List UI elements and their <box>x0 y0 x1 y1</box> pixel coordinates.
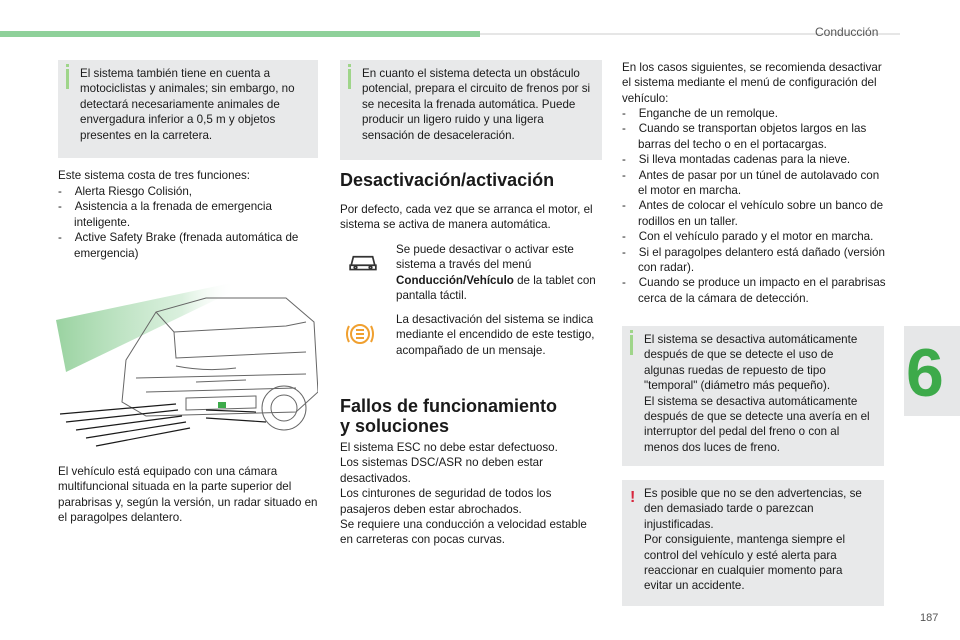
info-text: En cuanto el sistema detecta un obstáculo potencial, prepara el circuito de frenos por si se necesita la frenada automática. Puede producir un ligero ruido y una ligera sensación de desaceleración. <box>362 67 591 142</box>
car-illustration <box>56 282 318 456</box>
list-item: El sistema ESC no debe estar defectuoso. <box>340 441 558 454</box>
info-text: El sistema también tiene en cuenta a motociclistas y animales; sin embargo, no detectará necesariamente animales de envergadura inferior a 0,5 m y objetos presentes en la carretera. <box>80 67 295 142</box>
functions-list <box>58 184 318 261</box>
info-box-brakes <box>340 60 602 160</box>
list-item: - Si el paragolpes delantero está dañado (versión con radar). <box>622 245 885 275</box>
list-item: - Asistencia a la frenada de emergencia inteligente. <box>58 200 272 229</box>
list-item: - Antes de pasar por un túnel de autolavado con el motor en marcha. <box>622 168 880 198</box>
warning-lamp-icon <box>344 318 376 350</box>
info-box-animals <box>58 60 318 158</box>
list-item: - Si lleva montadas cadenas para la nieve. <box>622 153 851 167</box>
info-text-2: El sistema se desactiva automáticamente después de que se detecte una avería en el interruptor del pedal del freno o con al menos dos luces de freno. <box>644 394 870 454</box>
list-item: - Alerta Riesgo Colisión, <box>58 185 193 198</box>
warning-text-2: Por consiguiente, mantenga siempre el control del vehículo y esté alerta para reaccionar en cualquier momento para evitar un accidente. <box>644 533 846 593</box>
list-item: - Con el vehículo parado y el motor en marcha. <box>622 230 874 244</box>
list-item: - Antes de colocar el vehículo sobre un banco de rodillos en un taller. <box>622 199 884 228</box>
info-box-deactivation <box>622 326 884 466</box>
list-item: - Cuando se produce un impacto en el parabrisas cerca de la cámara de detección. <box>622 276 886 305</box>
page-number: 187 <box>920 612 939 624</box>
menu-text-a: Se puede desactivar o activar este sistema a través del menú <box>396 243 574 272</box>
list-item: Los sistemas DSC/ASR no deben estar desactivados. <box>340 456 543 485</box>
chapter-number: 6 <box>906 335 944 411</box>
list-item: - Enganche de un remolque. <box>622 107 778 120</box>
list-item: - Cuando se transportan objetos largos en las barras del techo o en el portacargas. <box>622 122 867 151</box>
default-text: Por defecto, cada vez que se arranca el motor, el sistema se activa de manera automática. <box>340 203 593 232</box>
menu-text-b: de la tablet con pantalla táctil. <box>396 273 596 303</box>
menu-text <box>396 242 602 304</box>
info-icon <box>66 69 69 89</box>
heading-deactivation: Desactivación/activación <box>340 170 555 190</box>
car-menu-icon <box>348 250 378 272</box>
cases-list <box>622 106 886 306</box>
menu-path: Conducción/Vehículo <box>396 273 514 287</box>
list-item: - Active Safety Brake (frenada automática de emergencia) <box>58 231 299 260</box>
faults-list <box>340 440 602 548</box>
exclamation-icon: ! <box>630 489 636 506</box>
heading-faults <box>340 396 602 436</box>
warning-box <box>622 480 884 606</box>
warning-text-1: Es posible que no se den advertencias, se den demasiado tarde o parezcan injustificadas. <box>644 487 862 531</box>
list-item: Los cinturones de seguridad de todos los pasajeros deben estar abrochados. <box>340 487 552 516</box>
list-item: Se requiere una conducción a velocidad estable en carreteras con pocas curvas. <box>340 518 587 547</box>
info-icon <box>348 69 351 89</box>
info-text-1: El sistema se desactiva automáticamente después de que se detecte el uso de algunas ruedas de repuesto de tipo "temporal" (diámetro más pequeño). <box>644 333 858 393</box>
heading-faults-line2: y soluciones <box>340 416 450 436</box>
camera-text: El vehículo está equipado con una cámara multifuncional situada en la parte superior del parabrisas y, según la versión, un radar situado en el paragolpes delantero. <box>58 465 318 525</box>
header-accent-bar <box>0 31 480 37</box>
section-title: Conducción <box>815 25 879 39</box>
heading-faults-line1: Fallos de funcionamiento <box>340 396 558 416</box>
info-icon <box>630 335 633 355</box>
functions-intro: Este sistema costa de tres funciones: <box>58 169 251 182</box>
lamp-text: La desactivación del sistema se indica mediante el encendido de este testigo, acompañado de un mensaje. <box>396 313 595 357</box>
cases-intro: En los casos siguientes, se recomienda desactivar el sistema mediante el menú de configuración del vehículo: <box>622 61 882 105</box>
